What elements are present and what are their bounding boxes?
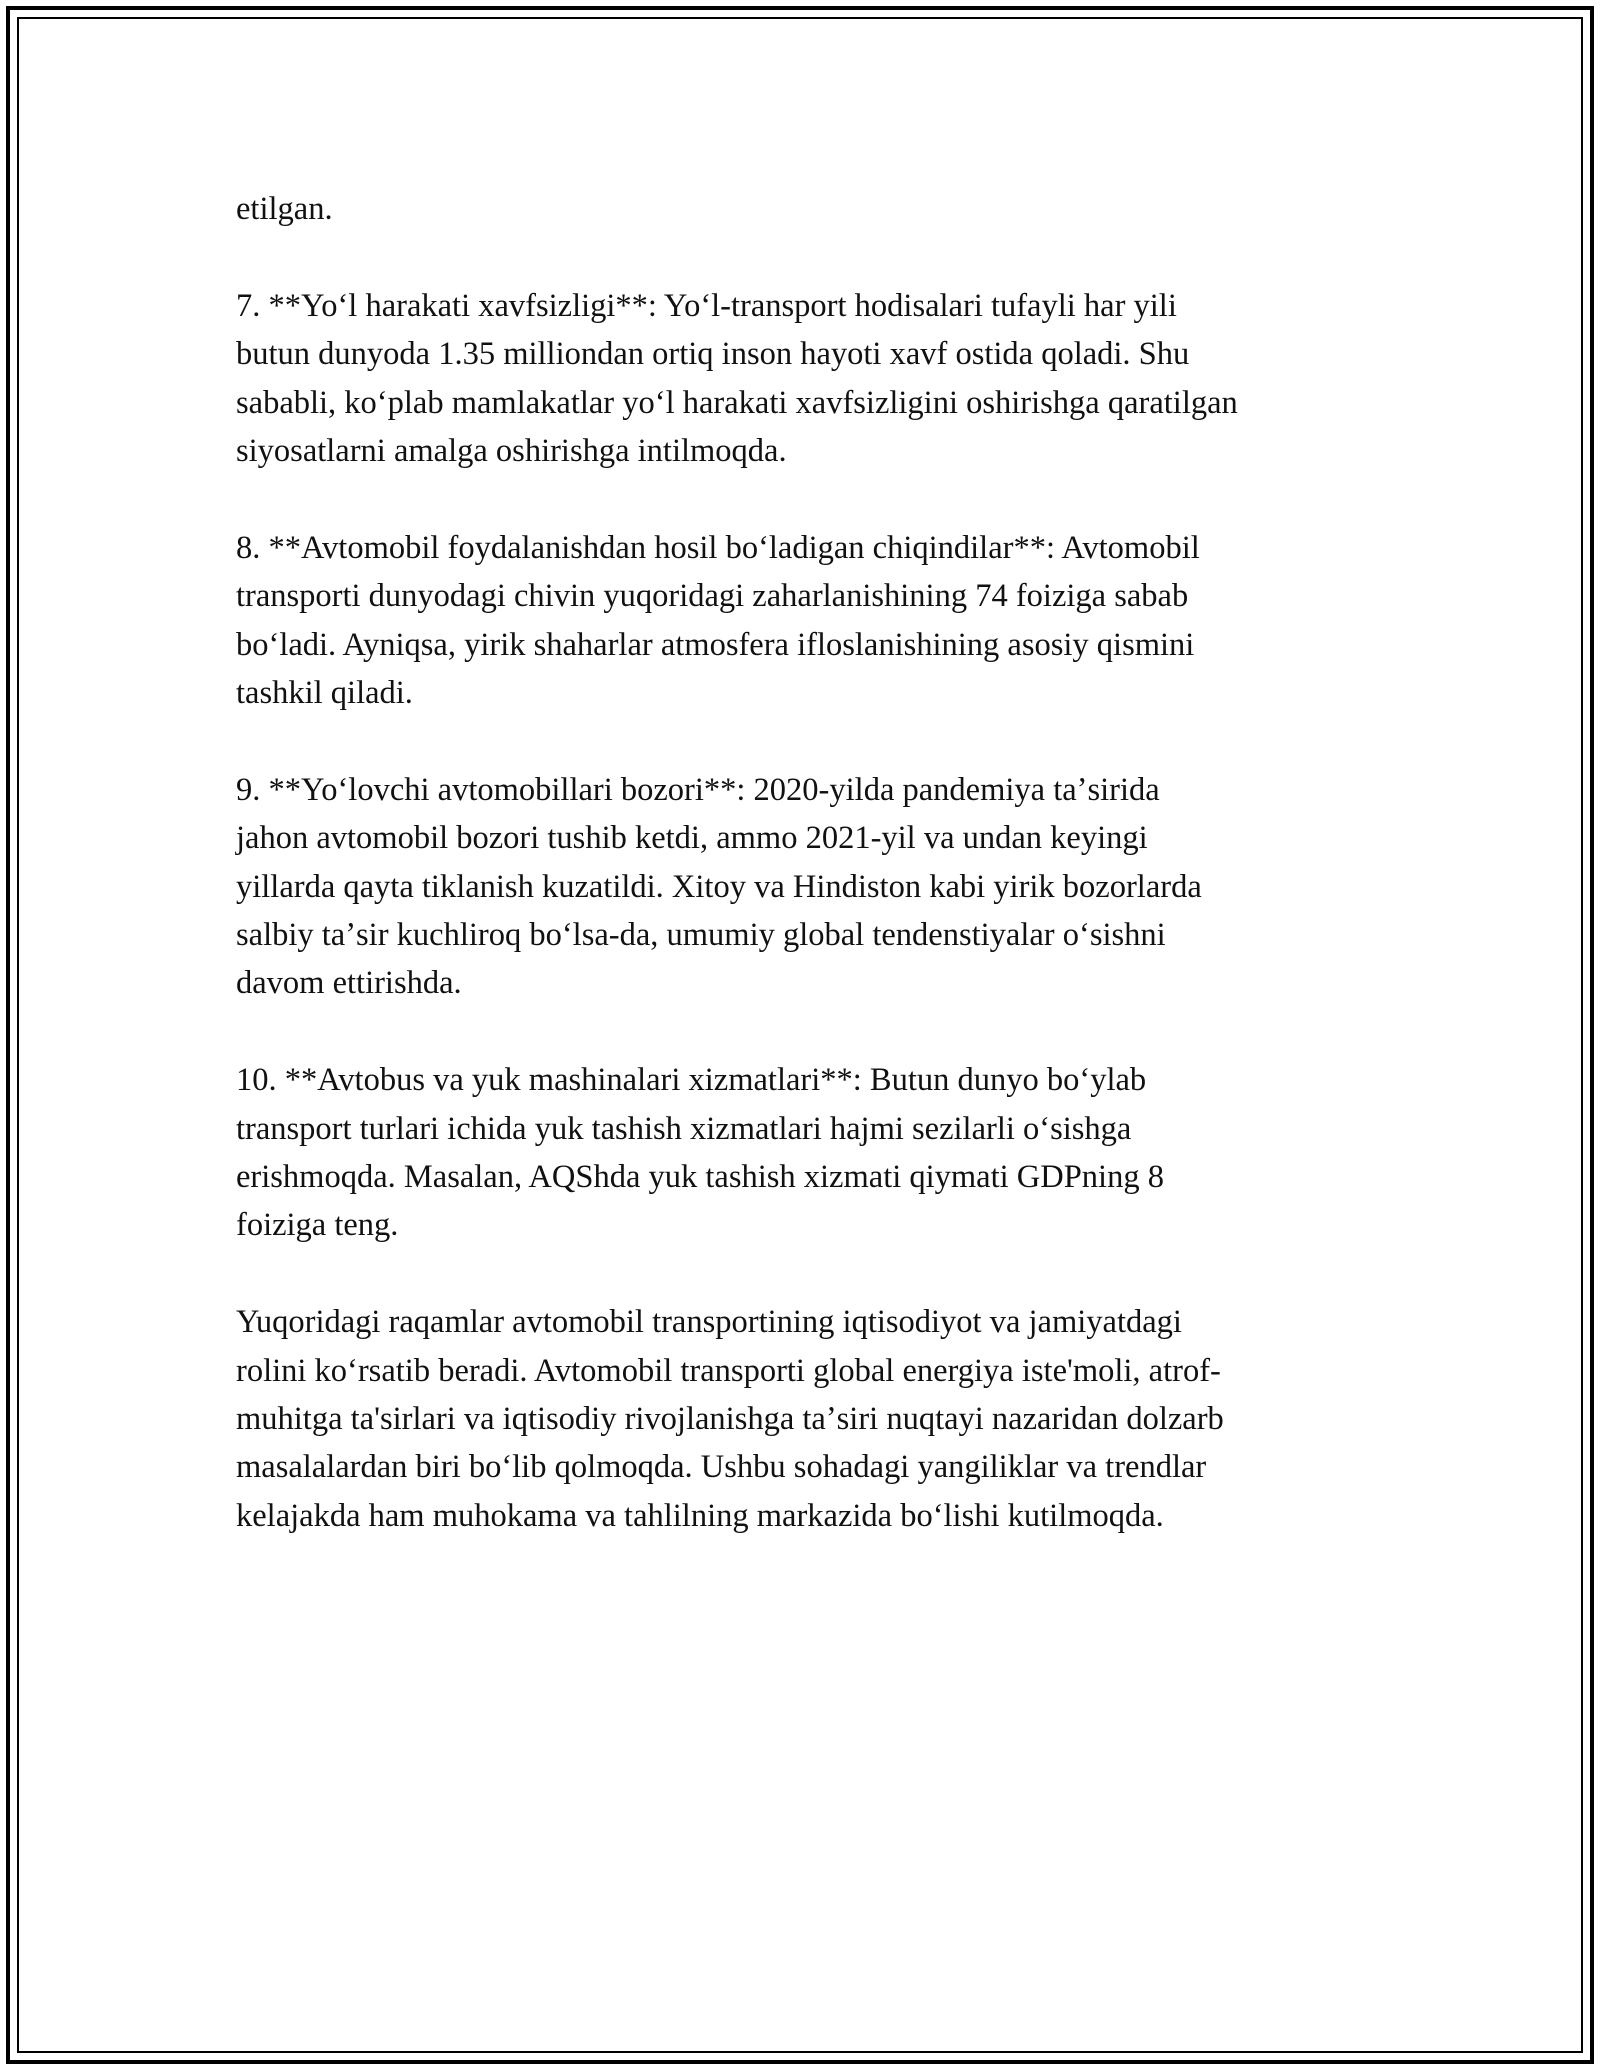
paragraph-item-8-vehicle-emissions: 8. **Avtomobil foydalanishdan hosil boʻladigan chiqindilar**: Avtomobil transporti dunyodagi chivin yuqoridagi zaharlanishining 74 foiziga sabab boʻladi. Ayniqsa, yirik shaharlar atmosfera ifloslanishining asosiy qismini tashkil qiladi. [236,529,1200,712]
paragraph-item-7-road-safety: 7. **Yoʻl harakati xavfsizligi**: Yoʻl-transport hodisalari tufayli har yili butun dunyoda 1.35 milliondan ortiq inson hayoti xavf ostida qoladi. Shu sababli, koʻplab mamlakatlar yoʻl harakati xavfsizligini oshirishga qaratilgan siyosatlarni amalga oshirishga intilmoqda. [236,287,1238,470]
paragraph-conclusion: Yuqoridagi raqamlar avtomobil transportining iqtisodiyot va jamiyatdagi rolini koʻrsatib beradi. Avtomobil transporti global energiya iste'moli, atrof- muhitga ta'sirlari va iqtisodiy rivojlanishga taʼsiri nuqtayi nazaridan dolzarb masalalardan biri boʻlib qolmoqda. Ushbu sohadagi yangiliklar va trendlar kelajakda ham muhokama va tahlilning markazida boʻlishi kutilmoqda. [236,1304,1224,1534]
paragraph-item-10-bus-truck-services: 10. **Avtobus va yuk mashinalari xizmatlari**: Butun dunyo boʻylab transport turlari ichida yuk tashish xizmatlari hajmi sezilarli oʻsishga erishmoqda. Masalan, AQShda yuk tashish xizmati qiymati GDPning 8 foiziga teng. [236,1062,1164,1244]
document-body [236,185,1376,1589]
paragraph-continuation: etilgan. [236,191,333,227]
paragraph-item-9-passenger-car-market: 9. **Yoʻlovchi avtomobillari bozori**: 2020-yilda pandemiya taʼsirida jahon avtomobil bozori tushib ketdi, ammo 2021-yil va undan keyingi yillarda qayta tiklanish kuzatildi. Xitoy va Hindiston kabi yirik bozorlarda salbiy taʼsir kuchliroq boʻlsa-da, umumiy global tendenstiyalar oʻsishni davom ettirishda. [236,771,1202,1002]
